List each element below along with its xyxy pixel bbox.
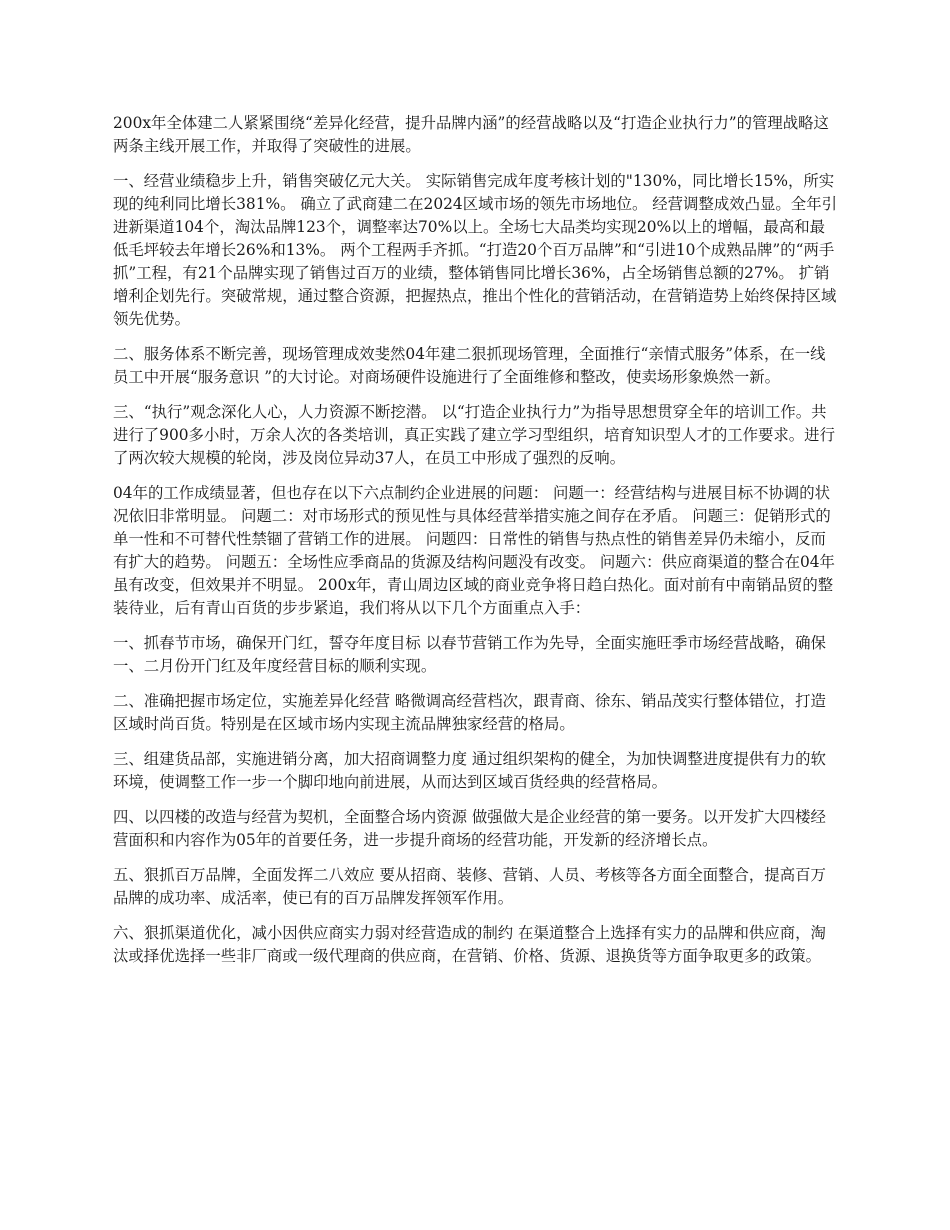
paragraph-intro: 200x年全体建二人紧紧围绕“差异化经营，提升品牌内涵”的经营战略以及“打造企业执行力”的管理战略这两条主线开展工作，并取得了突破性的进展。: [113, 114, 829, 155]
document-body: [113, 112, 839, 980]
paragraph-service-system: 二、服务体系不断完善，现场管理成效斐然04年建二狠抓现场管理，全面推行“亲情式服务”体系，在一线员工中开展“服务意识 ”的大讨论。对商场硬件设施进行了全面维修和整改，使卖场形象焕然一新。: [113, 345, 826, 386]
paragraph-plan-million-brands: 五、狠抓百万品牌，全面发挥二八效应 要从招商、装修、营销、人员、考核等各方面全面整合，提高百万品牌的成功率、成活率，使已有的百万品牌发挥领军作用。: [113, 866, 826, 907]
paragraph-plan-fourth-floor: 四、以四楼的改造与经营为契机，全面整合场内资源 做强做大是企业经营的第一要务。以开发扩大四楼经营面积和内容作为05年的首要任务，进一步提升商场的经营功能，开发新的经济增长点。: [113, 808, 826, 849]
paragraph-plan-channel-optimization: 六、狠抓渠道优化，减小因供应商实力弱对经营造成的制约 在渠道整合上选择有实力的品牌和供应商，淘汰或择优选择一些非厂商或一级代理商的供应商，在营销、价格、货源、退换货等方面争取更多的政策。: [113, 924, 826, 965]
paragraph-plan-market-positioning: 二、准确把握市场定位，实施差异化经营 略微调高经营档次，跟青商、徐东、销品茂实行整体错位，打造区域时尚百货。特别是在区域市场内实现主流品牌独家经营的格局。: [113, 692, 826, 733]
paragraph-execution-hr: 三、“执行”观念深化人心，人力资源不断挖潜。 以“打造企业执行力”为指导思想贯穿全年的培训工作。共进行了900多小时，万余人次的各类培训，真正实践了建立学习型组织，培育知识型人才的工作要求。进行了两次较大规模的轮岗，涉及岗位异动37人，在员工中形成了强烈的反响。: [113, 403, 835, 467]
paragraph-problems: 04年的工作成绩显著，但也存在以下六点制约企业进展的问题： 问题一：经营结构与进展目标不协调的状况依旧非常明显。 问题二：对市场形式的预见性与具体经营举措实施之间存在矛盾。 问题三：促销形式的单一性和不可替代性禁锢了营销工作的进展。 问题四：日常性的销售与热点性的销售差异仍未缩小，反而有扩大的趋势。 问题五：全场性应季商品的货源及结构问题没有改变。 问题六：供应商渠道的整合在04年虽有改变，但效果并不明显。 200x年，青山周边区域的商业竞争将日趋白热化。面对前有中南销品贸的整装待业，后有青山百货的步步紧追，我们将从以下几个方面重点入手：: [113, 484, 835, 617]
paragraph-plan-spring-festival: 一、抓春节市场，确保开门红，誓夺年度目标 以春节营销工作为先导，全面实施旺季市场经营战略，确保一、二月份开门红及年度经营目标的顺利实现。: [113, 634, 826, 675]
paragraph-business-performance: 一、经营业绩稳步上升，销售突破亿元大关。 实际销售完成年度考核计划的"130%，同比增长15%，所实现的纯利同比增长381%。 确立了武商建二在2024区域市场的领先市场地位。 经营调整成效凸显。全年引进新渠道104个，淘汰品牌123个，调整率达70%以上。全场七大品类均实现20%以上的增幅，最高和最低毛坪较去年增长26%和13%。 两个工程两手齐抓。“打造20个百万品牌”和“引进10个成熟品牌”的“两手抓”工程，有21个品牌实现了销售过百万的业绩，整体销售同比增长36%，占全场销售总额的27%。 扩销增利企划先行。突破常规，通过整合资源，把握热点，推出个性化的营销活动，在营销造势上始终保持区域领先优势。: [113, 172, 837, 328]
paragraph-plan-goods-department: 三、组建货品部，实施进销分离，加大招商调整力度 通过组织架构的健全，为加快调整进度提供有力的软环境，使调整工作一步一个脚印地向前进展，从而达到区域百货经典的经营格局。: [113, 750, 826, 791]
